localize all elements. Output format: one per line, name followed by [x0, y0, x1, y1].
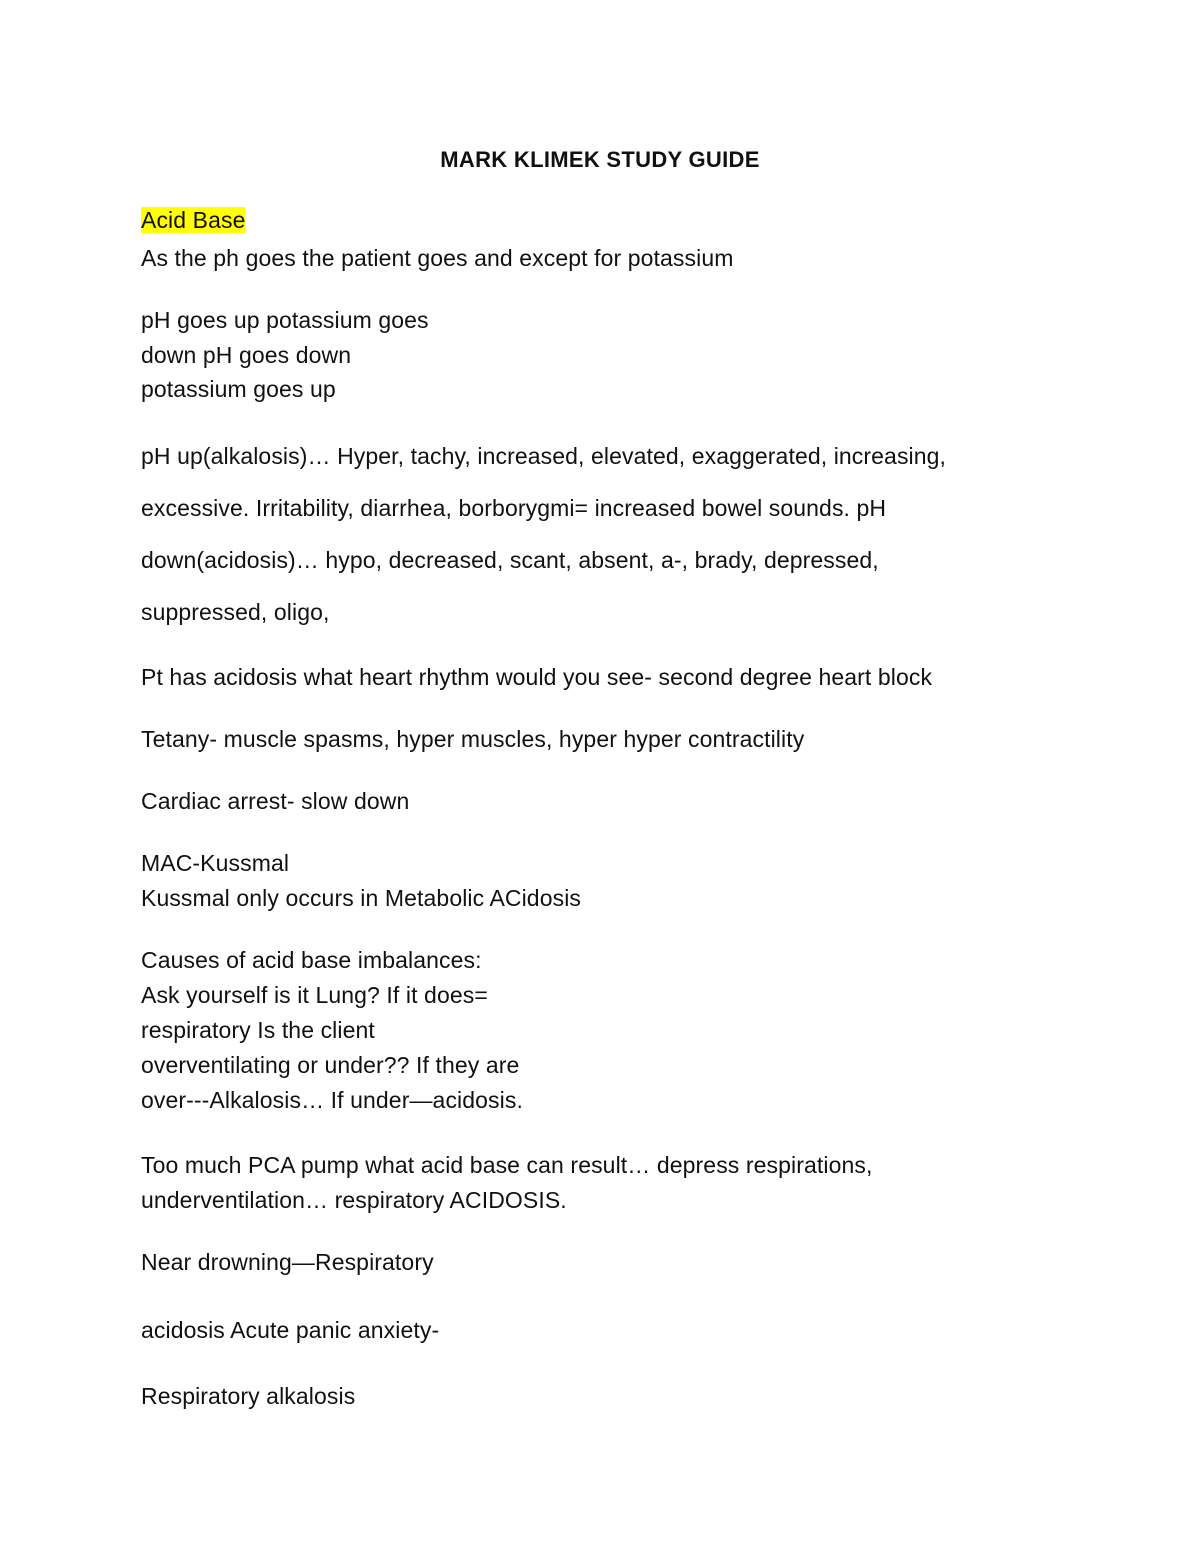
text-line: over---Alkalosis… If under—acidosis. [141, 1087, 523, 1113]
text-line: Too much PCA pump what acid base can result… depress respirations, [141, 1152, 873, 1178]
text-line: overventilating or under?? If they are [141, 1052, 520, 1078]
text-line: Causes of acid base imbalances: [141, 947, 482, 973]
text-line: Cardiac arrest- slow down [141, 788, 410, 814]
section-heading-acid-base [141, 205, 245, 235]
text-line: suppressed, oligo, [141, 599, 330, 625]
highlighted-heading: Acid Base [141, 207, 246, 233]
text-line: excessive. Irritability, diarrhea, borborygmi= increased bowel sounds. pH [141, 495, 887, 521]
text-line: Ask yourself is it Lung? If it does= [141, 982, 488, 1008]
text-line: Pt has acidosis what heart rhythm would you see- second degree heart block [141, 664, 933, 690]
text-line: pH up(alkalosis)… Hyper, tachy, increased, elevated, exaggerated, increasing, [141, 443, 947, 469]
text-line: acidosis Acute panic anxiety- [141, 1317, 440, 1343]
text-line: down pH goes down [141, 342, 352, 368]
text-line: respiratory Is the client [141, 1017, 375, 1043]
text-line: underventilation… respiratory ACIDOSIS. [141, 1187, 567, 1213]
text-line: down(acidosis)… hypo, decreased, scant, absent, a-, brady, depressed, [141, 547, 879, 573]
text-line: pH goes up potassium goes [141, 307, 429, 333]
text-line: MAC-Kussmal [141, 850, 290, 876]
text-line: Near drowning—Respiratory [141, 1249, 434, 1275]
text-line: Tetany- muscle spasms, hyper muscles, hyper hyper contractility [141, 726, 805, 752]
text-line: Kussmal only occurs in Metabolic ACidosis [141, 885, 581, 911]
document-title: MARK KLIMEK STUDY GUIDE [440, 147, 760, 172]
text-line: Respiratory alkalosis [141, 1383, 356, 1409]
text-line: potassium goes up [141, 376, 336, 402]
text-line: As the ph goes the patient goes and except for potassium [141, 245, 734, 271]
